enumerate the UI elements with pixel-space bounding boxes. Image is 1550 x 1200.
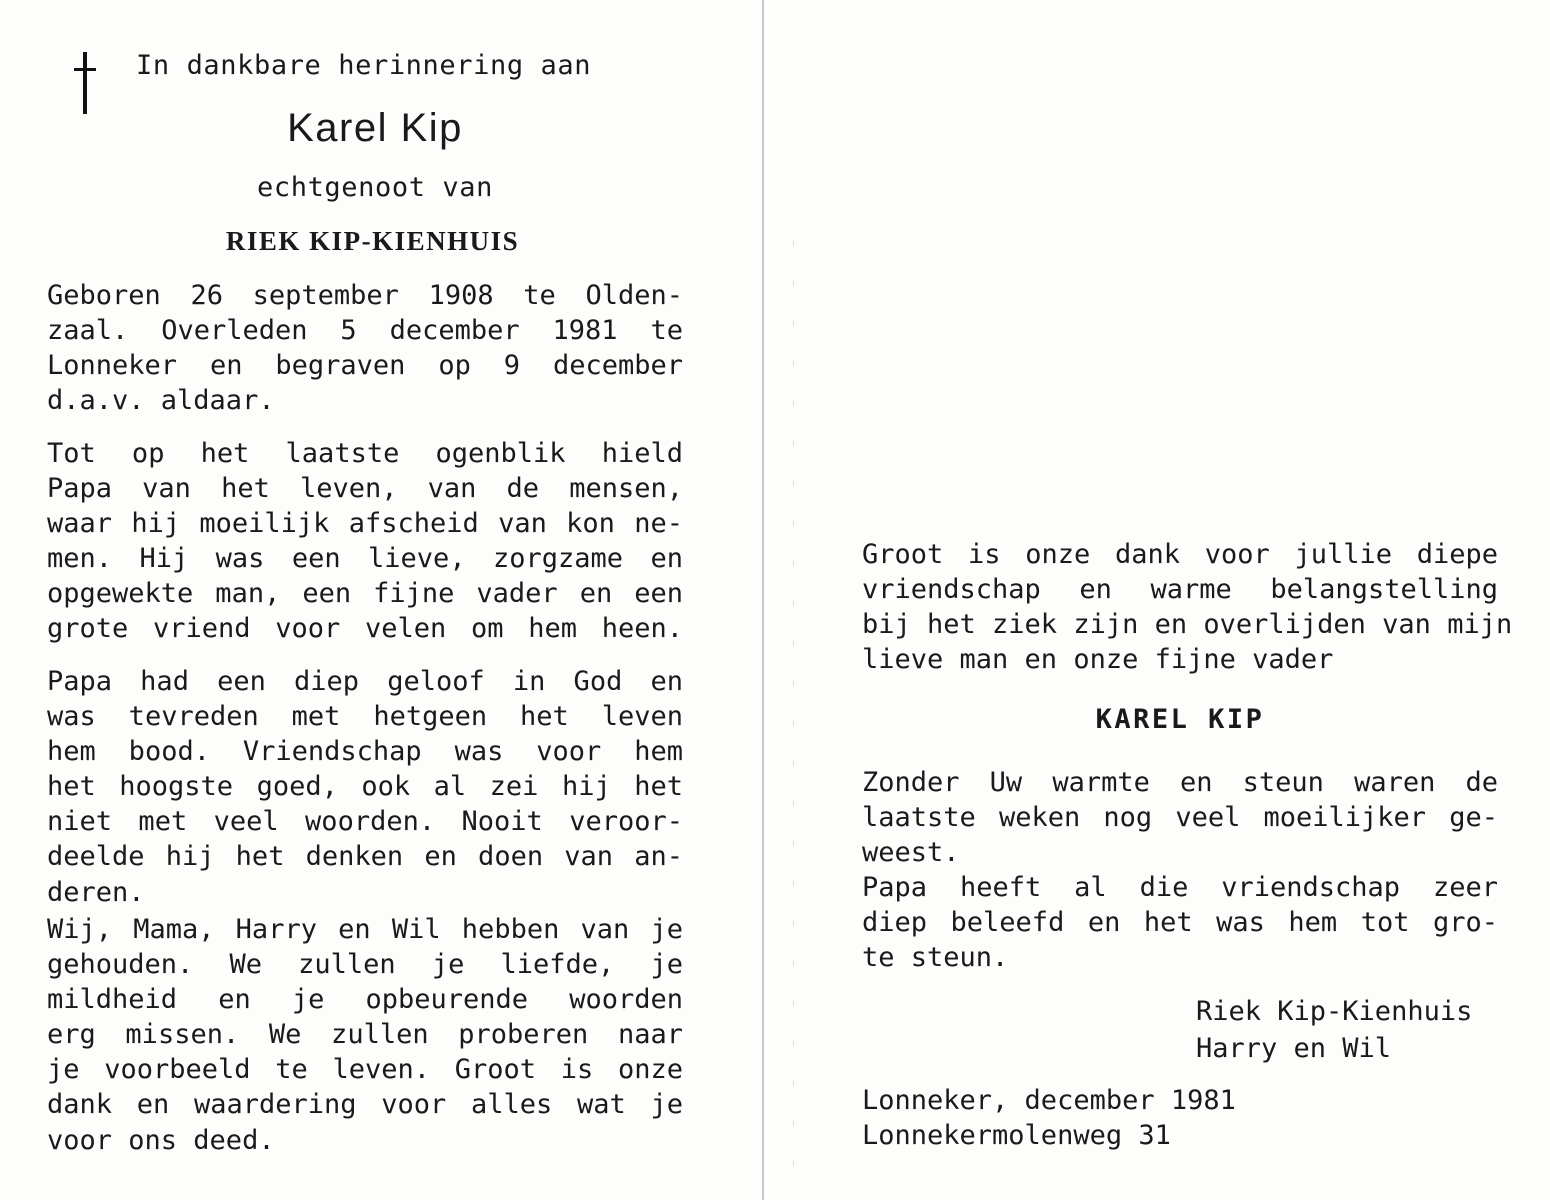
text-line: deren. [47, 876, 145, 908]
intro-text: In dankbare herinnering aan [136, 50, 592, 81]
text-line: Wij, Mama, Harry en Wil hebben van je [47, 914, 683, 945]
signature-block [1196, 993, 1472, 1067]
text-line: lieve man en onze fijne vader [862, 644, 1334, 676]
text-line: diep beleefd en het was hem tot gro- [862, 907, 1498, 939]
text-line: niet met veel woorden. Nooit veroor- [47, 806, 683, 838]
signature-line: Riek Kip-Kienhuis [1196, 996, 1473, 1027]
place-and-address [862, 1083, 1236, 1153]
deceased-name: Karel Kip [287, 106, 463, 150]
text-line: Papa had een diep geloof in God en [47, 666, 683, 697]
card-fold-line [762, 0, 764, 1200]
tribute-paragraph-2 [47, 664, 683, 910]
tribute-paragraph-1 [47, 436, 683, 647]
text-line: voor ons deed. [47, 1124, 275, 1156]
text-line: waar hij moeilijk afscheid van kon ne- [47, 508, 683, 540]
text-line: vriendschap en warme belangstelling [862, 574, 1498, 606]
spouse-label: echtgenoot van [257, 172, 493, 203]
thanks-paragraph [862, 537, 1513, 677]
text-line: Papa van het leven, van de mensen, [47, 473, 683, 505]
deceased-name-caps: KAREL KIP [1095, 704, 1265, 735]
support-paragraph [862, 765, 1498, 870]
text-line: gehouden. We zullen je liefde, je [47, 949, 683, 981]
place-date: Lonneker, december 1981 [862, 1085, 1236, 1116]
text-line: het hoogste goed, ook al zei hij het [47, 771, 683, 803]
text-line: erg missen. We zullen proberen naar [47, 1019, 683, 1051]
signature-line: Harry en Wil [1196, 1033, 1392, 1064]
card-fold-shadow [793, 240, 794, 1200]
birth-death-paragraph [47, 278, 683, 418]
text-line: te steun. [862, 942, 1009, 974]
text-line: Zonder Uw warmte en steun waren de [862, 767, 1498, 798]
text-line: deelde hij het denken en doen van an- [47, 841, 683, 873]
text-line: d.a.v. aldaar. [47, 385, 275, 417]
text-line: was tevreden met hetgeen het leven [47, 701, 683, 733]
family-paragraph [47, 912, 683, 1158]
address: Lonnekermolenweg 31 [862, 1120, 1171, 1152]
text-line: zaal. Overleden 5 december 1981 te [47, 315, 683, 347]
text-line: Geboren 26 september 1908 te Olden- [47, 280, 683, 311]
friendship-paragraph [862, 870, 1498, 975]
text-line: bij het ziek zijn en overlijden van mijn [862, 609, 1513, 641]
cross-icon [72, 52, 98, 114]
text-line: Lonneker en begraven op 9 december [47, 350, 683, 382]
spouse-name: RIEK KIP-KIENHUIS [225, 226, 520, 256]
text-line: opgewekte man, een fijne vader en een [47, 578, 683, 610]
text-line: dank en waardering voor alles wat je [47, 1089, 683, 1121]
text-line: Groot is onze dank voor jullie diepe [862, 539, 1498, 570]
text-line: mildheid en je opbeurende woorden [47, 984, 683, 1016]
text-line: hem bood. Vriendschap was voor hem [47, 736, 683, 768]
text-line: Papa heeft al die vriendschap zeer [862, 872, 1498, 903]
text-line: Tot op het laatste ogenblik hield [47, 438, 683, 469]
text-line: grote vriend voor velen om hem heen. [47, 613, 683, 645]
text-line: men. Hij was een lieve, zorgzame en [47, 543, 683, 575]
text-line: weest. [862, 837, 960, 869]
text-line: laatste weken nog veel moeilijker ge- [862, 802, 1498, 834]
text-line: je voorbeeld te leven. Groot is onze [47, 1054, 683, 1086]
